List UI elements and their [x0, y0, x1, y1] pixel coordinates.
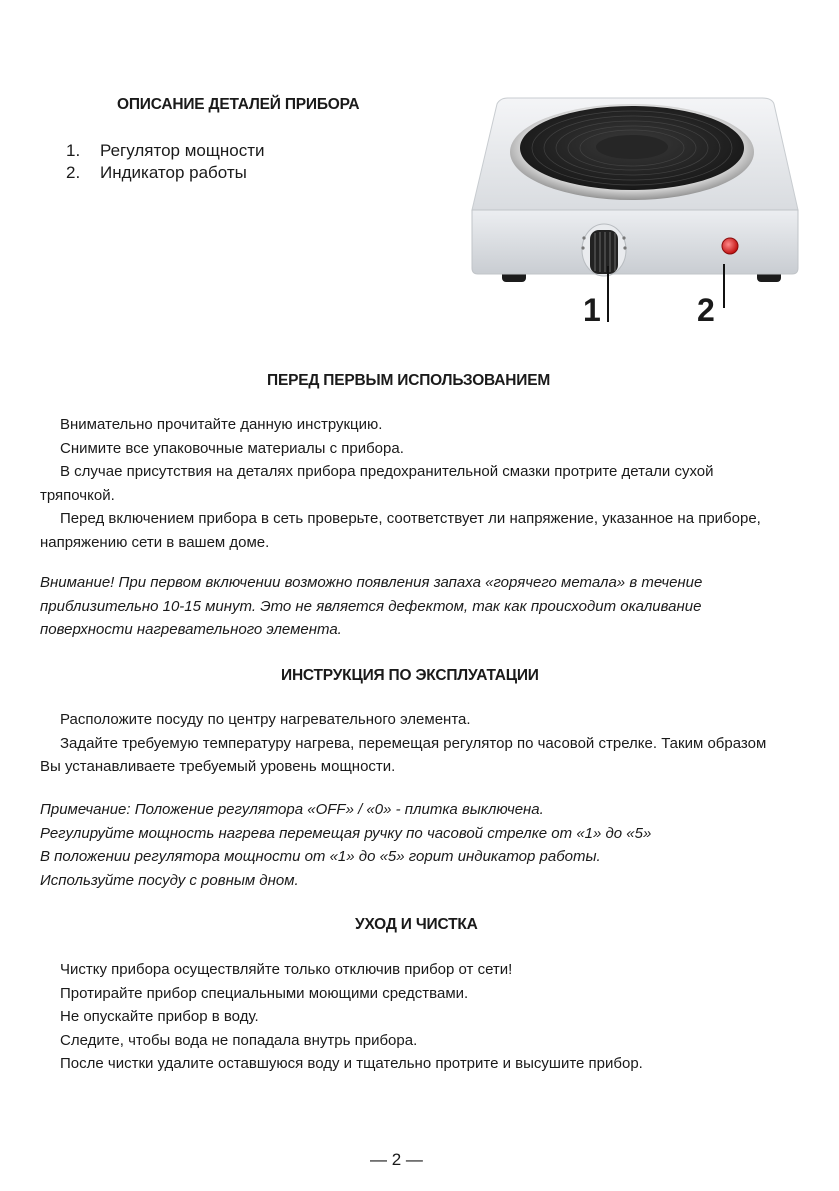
power-indicator-icon [722, 238, 738, 254]
page-number: — 2 — [370, 1150, 423, 1169]
paragraph: Снимите все упаковочные материалы с прибора. [60, 439, 404, 457]
warning-note [40, 571, 800, 642]
operation-note [40, 798, 800, 892]
paragraph: Следите, чтобы вода не попадала внутрь прибора. [60, 1031, 418, 1049]
paragraph: Протирайте прибор специальными моющими средствами. [60, 984, 469, 1002]
paragraph: В случае присутствия на деталях прибора предохранительной смазки протрите детали сухой тряпочкой. [40, 463, 714, 504]
list-item: 2. Индикатор работы [66, 163, 247, 182]
paragraph: Расположите посуду по центру нагревательного элемента. [60, 711, 471, 728]
paragraph: Перед включением прибора в сеть проверьте, соответствует ли напряжение, указанное на приборе, напряжению сети в вашем доме. [40, 510, 761, 551]
list-item: 1. Регулятор мощности [66, 141, 265, 160]
power-knob-icon [581, 224, 626, 276]
hotplate-illustration [462, 90, 807, 330]
before-use-text [40, 413, 790, 554]
care-text [40, 958, 790, 1076]
paragraph: Задайте требуемую температуру нагрева, перемещая регулятор по часовой стрелке. Таким образом Вы устанавливаете требуемый уровень мощности. [40, 734, 767, 775]
paragraph: Не опускайте прибор в воду. [60, 1008, 259, 1025]
paragraph: Чистку прибора осуществляйте только отключив прибор от сети! [60, 961, 513, 978]
operation-heading: ИНСТРУКЦИЯ ПО ЭКСПЛУАТАЦИИ [281, 667, 539, 684]
operation-text [40, 708, 790, 779]
note-line: поверхности нагревательного элемента. [40, 621, 342, 638]
note-line: Используйте посуду с ровным дном. [40, 871, 299, 889]
note-line: Регулируйте мощность нагрева перемещая ручку по часовой стрелке от «1» до «5» [40, 824, 652, 842]
parts-heading: ОПИСАНИЕ ДЕТАЛЕЙ ПРИБОРА [117, 96, 360, 113]
paragraph: После чистки удалите оставшуюся воду и тщательно протрите и высушите прибор. [60, 1055, 643, 1072]
care-heading: УХОД И ЧИСТКА [355, 916, 478, 933]
callout-label-1: 1 [583, 292, 601, 328]
paragraph: Внимательно прочитайте данную инструкцию. [60, 416, 383, 433]
note-line: Примечание: Положение регулятора «OFF» / «0» - плитка выключена. [40, 801, 544, 818]
note-line: Внимание! При первом включении возможно появления запаха «горячего метала» в течение [40, 574, 703, 591]
before-use-heading: ПЕРЕД ПЕРВЫМ ИСПОЛЬЗОВАНИЕМ [267, 372, 551, 389]
note-line: В положении регулятора мощности от «1» до «5» горит индикатор работы. [40, 848, 601, 865]
callout-label-2: 2 [697, 292, 715, 328]
parts-list [66, 140, 264, 184]
note-line: приблизительно 10-15 минут. Это не является дефектом, так как происходит окаливание [40, 597, 702, 615]
